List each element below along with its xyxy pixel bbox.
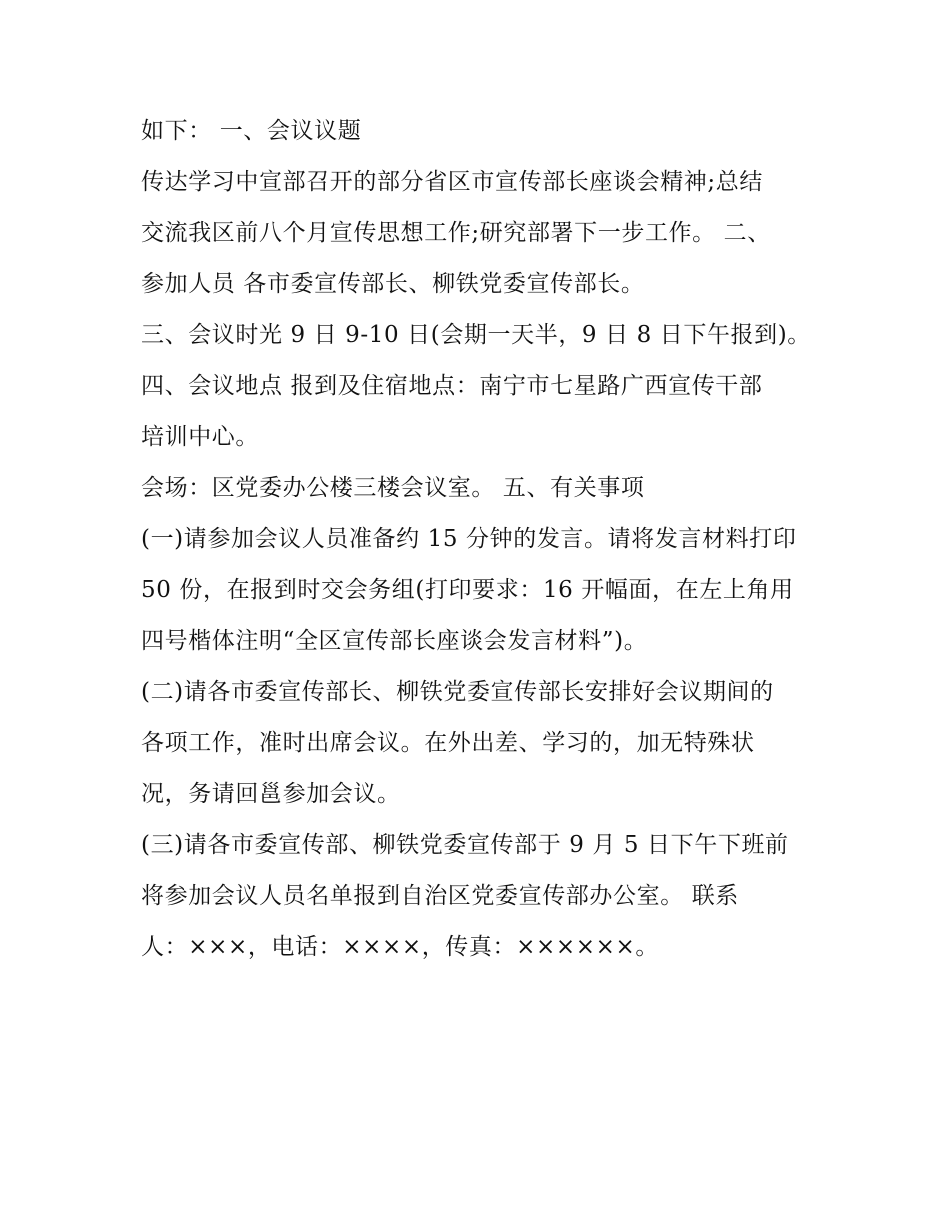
text-line: 传达学习中宣部召开的部分省区市宣传部长座谈会精神;总结 xyxy=(141,169,763,195)
text-line: (一)请参加会议人员准备约 15 分钟的发言。请将发言材料打印 xyxy=(141,526,797,552)
text-line: 50 份，在报到时交会务组(打印要求：16 开幅面，在左上角用 xyxy=(141,577,794,603)
document-body xyxy=(141,106,821,973)
text-line: 会场：区党委办公楼三楼会议室。 五、有关事项 xyxy=(141,475,645,501)
text-line: 参加人员 各市委宣传部长、柳铁党委宣传部长。 xyxy=(141,271,645,297)
text-line: (二)请各市委宣传部长、柳铁党委宣传部长安排好会议期间的 xyxy=(141,679,774,705)
text-line: 人：×××，电话：××××，传真：××××××。 xyxy=(141,934,659,960)
text-line: 交流我区前八个月宣传思想工作;研究部署下一步工作。 二、 xyxy=(141,220,771,246)
text-line: 如下： 一、会议议题 xyxy=(141,118,362,144)
text-line: 将参加会议人员名单报到自治区党委宣传部办公室。 联系 xyxy=(141,883,739,909)
text-line: (三)请各市委宣传部、柳铁党委宣传部于 9 月 5 日下午下班前 xyxy=(141,832,789,858)
text-line: 各项工作，准时出席会议。在外出差、学习的，加无特殊状 xyxy=(141,730,755,756)
text-line: 培训中心。 xyxy=(141,424,259,450)
text-line: 四、会议地点 报到及住宿地点：南宁市七星路广西宣传干部 xyxy=(141,373,763,399)
text-line: 四号楷体注明“全区宣传部长座谈会发言材料”)。 xyxy=(141,628,648,654)
text-line: 三、会议时光 9 日 9-10 日(会期一天半，9 日 8 日下午报到)。 xyxy=(141,322,811,348)
text-line: 况，务请回邕参加会议。 xyxy=(141,781,401,807)
